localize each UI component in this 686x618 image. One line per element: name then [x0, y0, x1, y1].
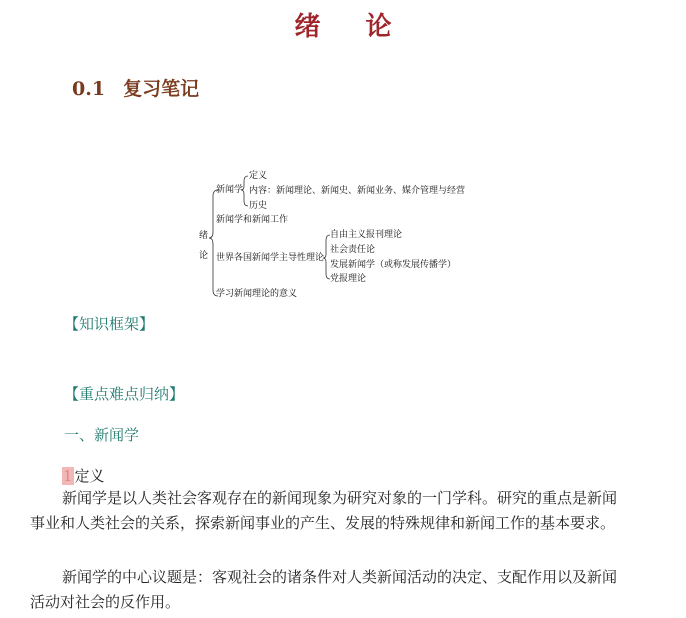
diagram-node-news-studies: 新闻学 — [216, 185, 244, 195]
diagram-node-significance: 学习新闻理论的意义 — [216, 289, 298, 299]
diagram-node-history: 历史 — [249, 201, 268, 211]
diagram-root: 绪论 — [199, 231, 209, 261]
heading-knowledge-framework: 【知识框架】 — [64, 315, 155, 333]
heading-key-points: 【重点难点归纳】 — [64, 385, 185, 403]
diagram-node-content: 内容：新闻理论、新闻史、新闻业务、媒介管理与经营 — [249, 186, 466, 196]
diagram-node-definition: 定义 — [249, 171, 268, 181]
paragraph-definition: 新闻学是以人类社会客观存在的新闻现象为研究对象的一门学科。研究的重点是新闻事业和人类社会的关系，探索新闻事业的产生、发展的特殊规律和新闻工作的基本要求。 — [30, 489, 618, 532]
subsection-number: 1 — [63, 467, 73, 485]
diagram-node-social-responsibility: 社会责任论 — [330, 245, 376, 255]
section-number: 0.1 — [72, 78, 106, 100]
diagram-node-party: 党报理论 — [330, 274, 367, 284]
diagram-node-world-theories: 世界各国新闻学主导性理论 — [216, 253, 325, 263]
diagram-node-news-and-work: 新闻学和新闻工作 — [216, 215, 289, 225]
knowledge-framework-diagram — [196, 168, 486, 303]
diagram-node-development: 发展新闻学（或称发展传播学） — [330, 260, 457, 270]
heading-news-studies: 一、新闻学 — [64, 426, 140, 444]
document-title: 绪 论 — [294, 12, 410, 42]
paragraph-central-topic: 新闻学的中心议题是：客观社会的诸条件对人类新闻活动的决定、支配作用以及新闻活动对社会的反作用。 — [30, 568, 618, 611]
diagram-node-libertarian: 自由主义报刊理论 — [330, 230, 403, 240]
section-title: 复习笔记 — [123, 78, 200, 100]
section-heading — [72, 74, 199, 101]
subsection-title: 定义 — [74, 467, 105, 485]
subsection-definition — [62, 465, 105, 486]
